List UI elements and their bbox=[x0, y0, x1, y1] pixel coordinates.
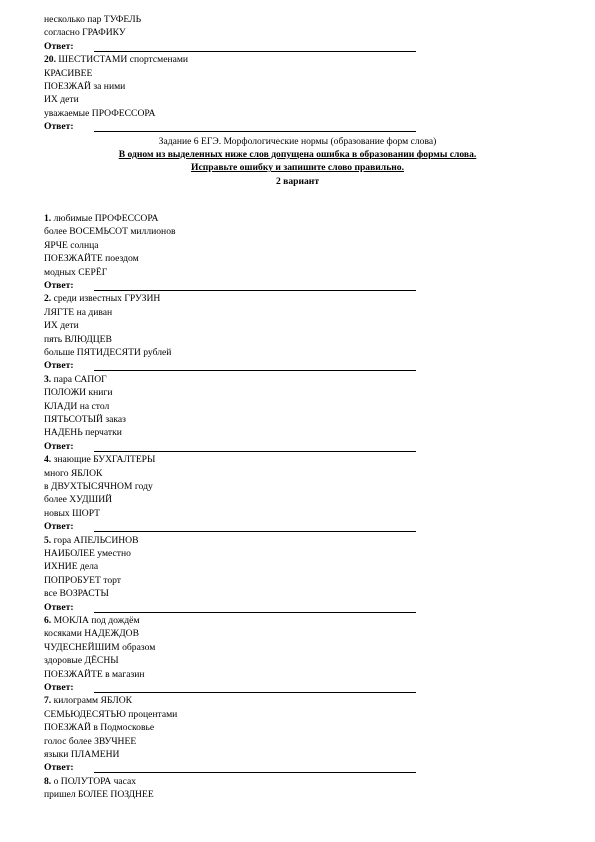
variant-label bbox=[0, 176, 595, 188]
answer-label: Ответ: bbox=[44, 280, 74, 291]
task-instruction-2 bbox=[0, 162, 595, 174]
item-number: 5. bbox=[44, 534, 52, 546]
item-text: языки ПЛАМЕНИ bbox=[44, 749, 120, 760]
item-line bbox=[44, 749, 119, 761]
item-line bbox=[44, 655, 119, 667]
item-text: ПОЕЗЖАЙ за ними bbox=[44, 81, 126, 92]
item-line bbox=[44, 508, 100, 520]
answer-blank[interactable] bbox=[94, 131, 416, 132]
answer-blank[interactable] bbox=[94, 290, 416, 291]
item-text: любимые ПРОФЕССОРА bbox=[53, 213, 159, 224]
item-line bbox=[44, 94, 79, 106]
item-line bbox=[44, 669, 145, 681]
item-text: косяками НАДЕЖДОВ bbox=[44, 628, 139, 640]
item-line bbox=[44, 575, 121, 587]
answer-label: Ответ: bbox=[44, 601, 74, 613]
answer-label: Ответ: bbox=[44, 440, 74, 452]
item-first-line bbox=[44, 776, 136, 788]
item-number: 7. bbox=[44, 695, 52, 707]
item-line bbox=[44, 628, 139, 640]
item-text: НАДЕНЬ перчатки bbox=[44, 427, 122, 439]
task-instruction-1 bbox=[0, 149, 595, 161]
item-first-line bbox=[44, 374, 107, 386]
task-title bbox=[0, 136, 595, 148]
item-number: 3. bbox=[44, 373, 52, 385]
item-line bbox=[44, 481, 153, 493]
item-text: несколько пар ТУФЕЛЬ bbox=[44, 14, 142, 25]
item-line bbox=[44, 81, 125, 93]
item-line bbox=[44, 347, 171, 359]
item-text: голос более ЗВУЧНЕЕ bbox=[44, 735, 137, 747]
item-text: здоровые ДЁСНЫ bbox=[44, 655, 119, 667]
item-text: гора АПЕЛЬСИНОВ bbox=[53, 534, 139, 546]
item-line bbox=[44, 387, 113, 399]
item-line bbox=[44, 642, 155, 654]
item-line bbox=[44, 108, 155, 120]
item-first-line bbox=[44, 454, 155, 466]
item-number: 6. bbox=[44, 615, 52, 626]
variant-text: 2 вариант bbox=[275, 175, 320, 187]
item-text: больше ПЯТИДЕСЯТИ рублей bbox=[44, 347, 172, 358]
answer-label: Ответ: bbox=[44, 121, 74, 133]
item-line bbox=[44, 722, 154, 734]
item-line bbox=[44, 588, 109, 600]
answer-label: Ответ: bbox=[44, 762, 74, 774]
item-text: ШЕСТИСТАМИ спортсменами bbox=[58, 54, 189, 66]
instruction-text: В одном из выделенных ниже слов допущена ошибка в образовании формы слова. bbox=[118, 149, 477, 160]
item-line bbox=[44, 427, 122, 439]
item-line bbox=[44, 548, 131, 560]
item-text: ЛЯГТЕ на диван bbox=[44, 306, 113, 318]
item-line bbox=[44, 320, 79, 332]
item-text: более ХУДШИЙ bbox=[44, 494, 113, 506]
item-first-line bbox=[44, 535, 139, 547]
answer-blank[interactable] bbox=[94, 531, 416, 532]
item-text: НАИБОЛЕЕ уместно bbox=[44, 548, 131, 559]
item-first-line bbox=[44, 213, 158, 225]
answer-line bbox=[44, 682, 74, 694]
item-number: 4. bbox=[44, 454, 52, 466]
item-text: среди известных ГРУЗИН bbox=[53, 293, 161, 305]
item-text: пара САПОГ bbox=[53, 373, 107, 385]
item-text: ПОПРОБУЕТ торт bbox=[44, 574, 121, 586]
answer-label: Ответ: bbox=[44, 40, 74, 52]
item-line bbox=[44, 789, 154, 801]
answer-line bbox=[44, 121, 74, 133]
task-title-text: Задание 6 ЕГЭ. Морфологические нормы (образование форм слова) bbox=[158, 135, 437, 147]
item-line bbox=[44, 401, 109, 413]
item-line bbox=[44, 414, 126, 426]
answer-blank[interactable] bbox=[94, 51, 416, 52]
answer-blank[interactable] bbox=[94, 772, 416, 773]
item-number: 2. bbox=[44, 293, 52, 305]
answer-label: Ответ: bbox=[44, 682, 74, 693]
item-first-line bbox=[44, 293, 160, 305]
answer-line bbox=[44, 280, 74, 292]
item-text: КРАСИВЕЕ bbox=[44, 67, 93, 79]
item-line bbox=[44, 226, 176, 238]
item-line bbox=[44, 253, 139, 265]
item-line bbox=[44, 709, 177, 721]
answer-line bbox=[44, 360, 74, 372]
item-text: ПОЕЗЖАЙТЕ в магазин bbox=[44, 668, 145, 680]
item-text: новых ШОРТ bbox=[44, 507, 101, 519]
item-line bbox=[44, 68, 92, 80]
item-text: в ДВУХТЫСЯЧНОМ году bbox=[44, 481, 153, 492]
item-text: ПОЛОЖИ книги bbox=[44, 387, 113, 399]
item-line bbox=[44, 494, 112, 506]
item-text: ЧУДЕСНЕЙШИМ образом bbox=[44, 641, 156, 653]
item-number: 1. bbox=[44, 213, 52, 224]
answer-line bbox=[44, 41, 74, 53]
answer-label: Ответ: bbox=[44, 360, 74, 372]
answer-label: Ответ: bbox=[44, 521, 74, 533]
item-text: о ПОЛУТОРА часах bbox=[53, 775, 137, 787]
item-text: знающие БУХГАЛТЕРЫ bbox=[53, 454, 156, 466]
instruction-text: Исправьте ошибку и запишите слово правильно. bbox=[190, 162, 404, 174]
item-text: много ЯБЛОК bbox=[44, 467, 103, 479]
item-text: пять ВЛЮДЦЕВ bbox=[44, 333, 112, 345]
item-text: ЯРЧЕ солнца bbox=[44, 239, 99, 251]
item-line bbox=[44, 334, 112, 346]
item-first-line bbox=[44, 54, 188, 66]
item-text: ПЯТЬСОТЫЙ заказ bbox=[44, 414, 126, 425]
answer-blank[interactable] bbox=[94, 370, 416, 371]
item-number: 20. bbox=[44, 54, 56, 66]
item-line bbox=[44, 240, 98, 252]
item-text: СЕМЬЮДЕСЯТЬЮ процентами bbox=[44, 708, 178, 720]
item-text: ПОЕЗЖАЙТЕ поездом bbox=[44, 253, 139, 265]
item-line bbox=[44, 561, 98, 573]
answer-line bbox=[44, 441, 74, 453]
answer-blank[interactable] bbox=[94, 692, 416, 693]
item-first-line bbox=[44, 615, 140, 627]
item-text: уважаемые ПРОФЕССОРА bbox=[44, 107, 156, 119]
item-text: ПОЕЗЖАЙ в Подмосковье bbox=[44, 722, 155, 734]
item-line bbox=[44, 14, 141, 26]
item-text: ИХНИЕ дела bbox=[44, 561, 99, 573]
answer-blank[interactable] bbox=[94, 612, 416, 613]
item-text: МОКЛА под дождём bbox=[53, 615, 140, 626]
item-line bbox=[44, 736, 136, 748]
item-line bbox=[44, 307, 112, 319]
answer-line bbox=[44, 602, 74, 614]
item-text: модных СЕРЁГ bbox=[44, 266, 108, 278]
answer-line bbox=[44, 762, 74, 774]
item-text: ИХ дети bbox=[44, 320, 79, 332]
item-text: согласно ГРАФИКУ bbox=[44, 27, 126, 39]
item-first-line bbox=[44, 695, 132, 707]
answer-blank[interactable] bbox=[94, 451, 416, 452]
item-text: пришел БОЛЕЕ ПОЗДНЕЕ bbox=[44, 789, 154, 801]
item-line bbox=[44, 468, 102, 480]
item-line bbox=[44, 267, 107, 279]
item-text: все ВОЗРАСТЫ bbox=[44, 588, 109, 600]
answer-line bbox=[44, 521, 74, 533]
item-text: КЛАДИ на стол bbox=[44, 400, 110, 412]
item-line bbox=[44, 27, 126, 39]
item-text: более ВОСЕМЬСОТ миллионов bbox=[44, 226, 176, 238]
item-text: ИХ дети bbox=[44, 94, 79, 106]
item-text: килограмм ЯБЛОК bbox=[53, 695, 133, 707]
item-number: 8. bbox=[44, 775, 52, 787]
